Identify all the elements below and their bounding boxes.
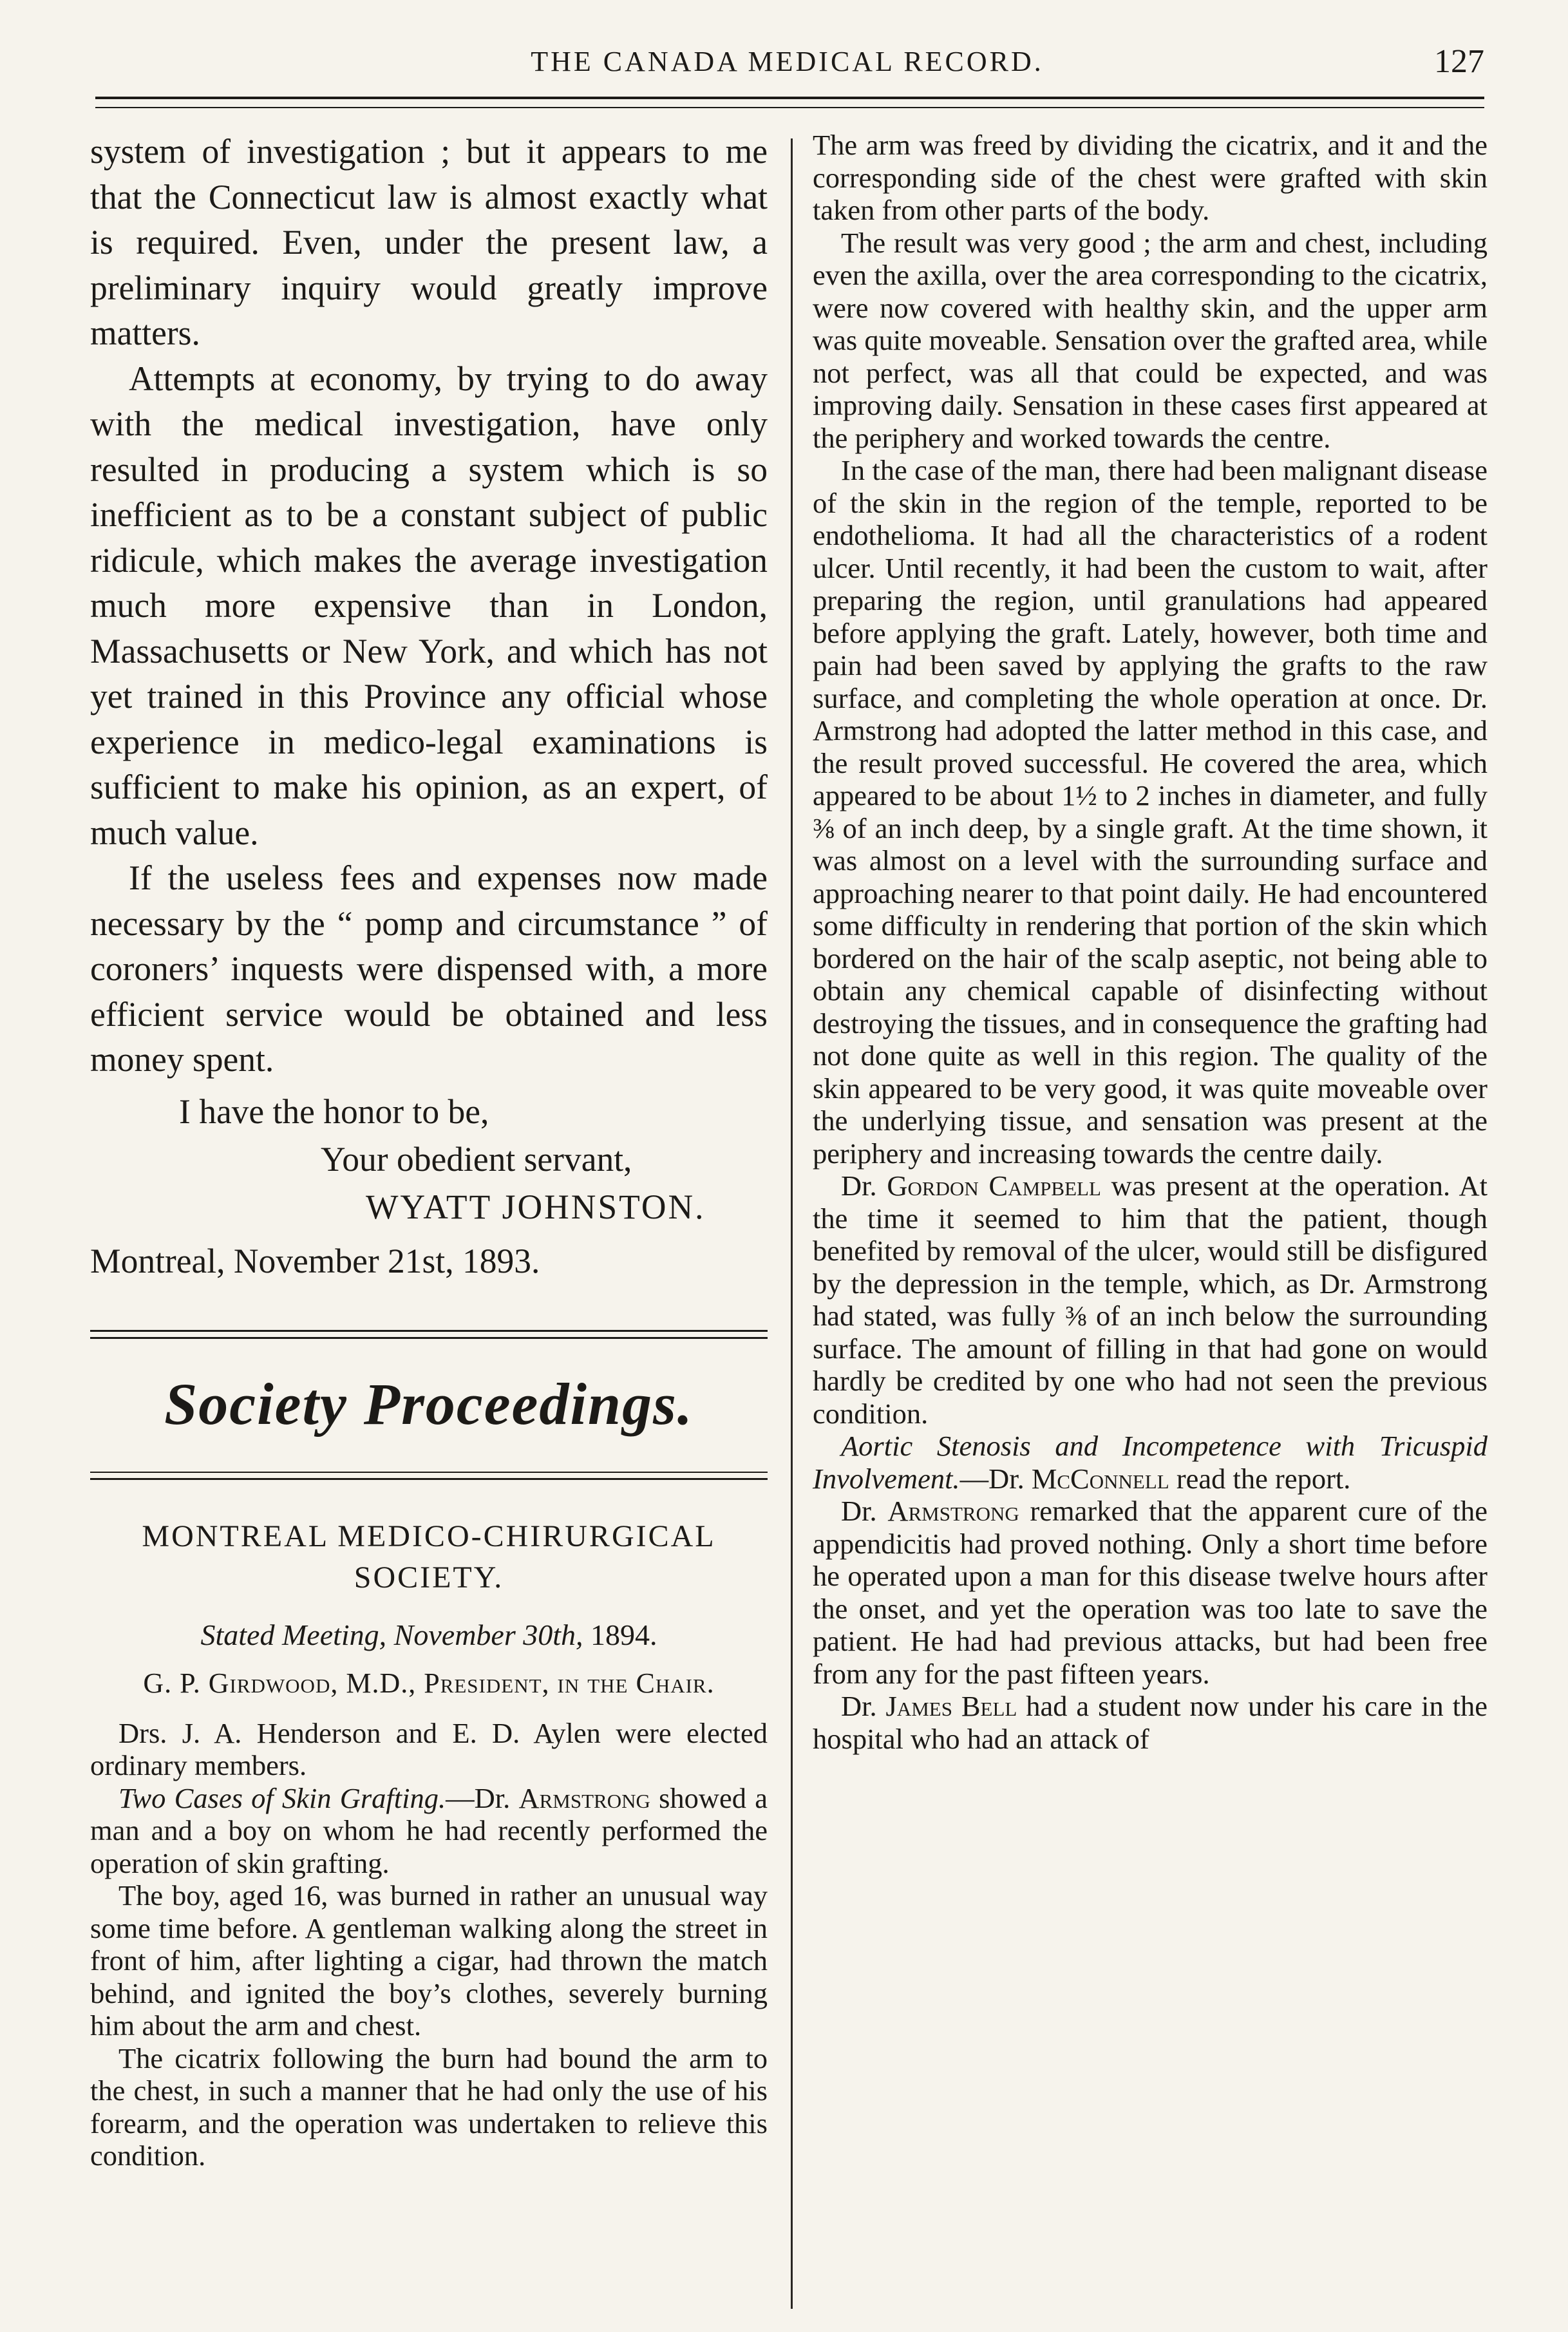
meeting-year: 1894.	[583, 1618, 657, 1651]
minutes-paragraph-1: Drs. J. A. Henderson and E. D. Aylen were elected ordinary members.	[90, 1716, 768, 1781]
society-title: MONTREAL MEDICO-CHIRURGICAL SOCIETY.	[142, 1519, 716, 1595]
lead-text: Dr.	[841, 1690, 886, 1722]
right-paragraph-4	[813, 1170, 1488, 1430]
case-title: Two Cases of Skin Grafting.	[118, 1781, 446, 1814]
paragraph-text: showed a man and a boy on whom he had recently performed the operation of skin grafting.	[90, 1781, 768, 1879]
letter-paragraph-1: system of investigation ; but it appears to me that the Connecticut law is almost exactly what is required. Even, under the present law, a preliminary inquiry would greatly improve matters.	[90, 132, 768, 352]
paragraph-text: had a student now under his care in the hospital who had an attack of	[813, 1690, 1488, 1755]
section-rule-bottom-2	[90, 1478, 768, 1480]
minutes-paragraph-2	[90, 1782, 768, 1880]
paragraph-text: remarked that the apparent cure of the appendicitis had proved nothing. Only a short time before he operated upon a man for this disease twelve hours after the onset, and yet the operation was too late to save the patient. He had had previous attacks, but had been free from any for the past fifteen years.	[813, 1495, 1488, 1690]
dateline: Montreal, November 21st, 1893.	[90, 1241, 540, 1280]
meeting-line	[90, 1615, 768, 1655]
meeting-date: Stated Meeting, November 30th,	[200, 1618, 583, 1651]
right-paragraph-3: In the case of the man, there had been malignant disease of the skin in the region of the temple, reported to be endothelioma. It had all the characteristics of a rodent ulcer. Until recently, it had been the custom to wait, after preparing the region, until granulations had appeared before applying the graft. Lately, however, both time and pain had been saved by applying the grafts to the raw surface, and completing the whole operation at once. Dr. Armstrong had adopted the latter method in this case, and the result proved successful. He covered the area, which appeared to be about 1½ to 2 inches in diameter, and fully ⅜ of an inch deep, by a single graft. At the time shown, it was almost on a level with the surrounding surface and approaching nearer to that point daily. He had encountered some difficulty in rendering that portion of the skin which bordered on the hair of the scalp aseptic, not being able to obtain any chemical capable of disinfecting without destroying the tissues, and in consequence the grafting had not done quite as well in this region. The quality of the skin appeared to be very good, it was quite moveable over the underlying tissue, and sensation was present at the periphery and increasing towards the centre daily.	[813, 454, 1488, 1170]
header-rule-bottom	[95, 107, 1484, 108]
running-header	[90, 33, 1484, 85]
dash-text: —Dr.	[446, 1781, 519, 1814]
speaker-name: James Bell	[885, 1690, 1017, 1722]
right-paragraph-7	[813, 1690, 1488, 1755]
section-rule-top-2	[90, 1337, 768, 1339]
left-column	[90, 129, 768, 2172]
column-divider	[791, 138, 793, 2309]
dash-text: —Dr.	[959, 1462, 1032, 1495]
right-column	[813, 129, 1488, 1755]
section-rule-bottom	[90, 1472, 768, 1473]
speaker-name: Gordon Campbell	[887, 1170, 1101, 1202]
salutation-line: Your obedient servant,	[321, 1139, 632, 1179]
signature-block	[90, 1088, 768, 1285]
paragraph-text: read the report.	[1169, 1462, 1351, 1495]
letter-paragraph-3: If the useless fees and expenses now made necessary by the “ pomp and circumstance ” of coroners’ inquests were dispensed with, a more efficient service would be obtained and less money spent.	[90, 858, 768, 1079]
lead-text: Dr.	[841, 1170, 887, 1202]
journal-title: THE CANADA MEDICAL RECORD.	[531, 46, 1044, 77]
right-paragraph-6	[813, 1495, 1488, 1690]
right-paragraph-5	[813, 1430, 1488, 1495]
minutes-paragraph-4: The cicatrix following the burn had bound the arm to the chest, in such a manner that he had only the use of his forearm, and the operation was undertaken to relieve this condition.	[90, 2042, 768, 2172]
closing-line: I have the honor to be,	[179, 1092, 489, 1131]
paragraph-text: was present at the operation. At the time it seemed to him that the patient, though benefited by removal of the ulcer, would still be disfigured by the depression in the temple, which, as Dr. Armstrong had stated, was fully ⅜ of an inch below the surrounding surface. The amount of filling in that had gone on would hardly be credited by one who had not seen the previous condition.	[813, 1170, 1488, 1430]
right-paragraph-2: The result was very good ; the arm and chest, including even the axilla, over the area corresponding to the cicatrix, were now covered with healthy skin, and the upper arm was quite moveable. Sensation over the grafted area, while not perfect, was all that could be expected, and was improving daily. Sensation in these cases first appeared at the periphery and worked towards the centre.	[813, 226, 1488, 454]
section-heading: Society Proceedings.	[164, 1370, 694, 1437]
author-name: WYATT JOHNSTON.	[366, 1187, 706, 1226]
header-rule-top	[95, 97, 1484, 99]
reporter-name: McConnell	[1031, 1462, 1169, 1495]
section-rule-top	[90, 1330, 768, 1332]
letter-paragraph-2: Attempts at economy, by trying to do away with the medical investigation, have only resulted in producing a system which is so inefficient as to be a constant subject of public ridicule, which makes the average investigation much more expensive than in London, Massachusetts or New York, and which has not yet trained in this Province any official whose experience in medico-legal examinations is sufficient to make his opinion, as an expert, of much value.	[90, 359, 768, 852]
chair-line: G. P. Girdwood, M.D., President, in the Chair.	[143, 1667, 715, 1699]
minutes-paragraph-3: The boy, aged 16, was burned in rather an unusual way some time before. A gentleman walking along the street in front of him, after lighting a cigar, had thrown the match behind, and ignited the boy’s clothes, severely burning him about the arm and chest.	[90, 1879, 768, 2042]
presenter-name: Armstrong	[518, 1781, 650, 1814]
right-paragraph-1: The arm was freed by dividing the cicatrix, and it and the corresponding side of the chest were grafted with skin taken from other parts of the body.	[813, 129, 1488, 226]
page-number: 127	[1434, 43, 1484, 80]
case-title: Aortic Stenosis and Incompetence with Tricuspid Involvement.	[813, 1430, 1488, 1495]
lead-text: Dr.	[841, 1495, 888, 1527]
speaker-name: Armstrong	[887, 1495, 1019, 1527]
